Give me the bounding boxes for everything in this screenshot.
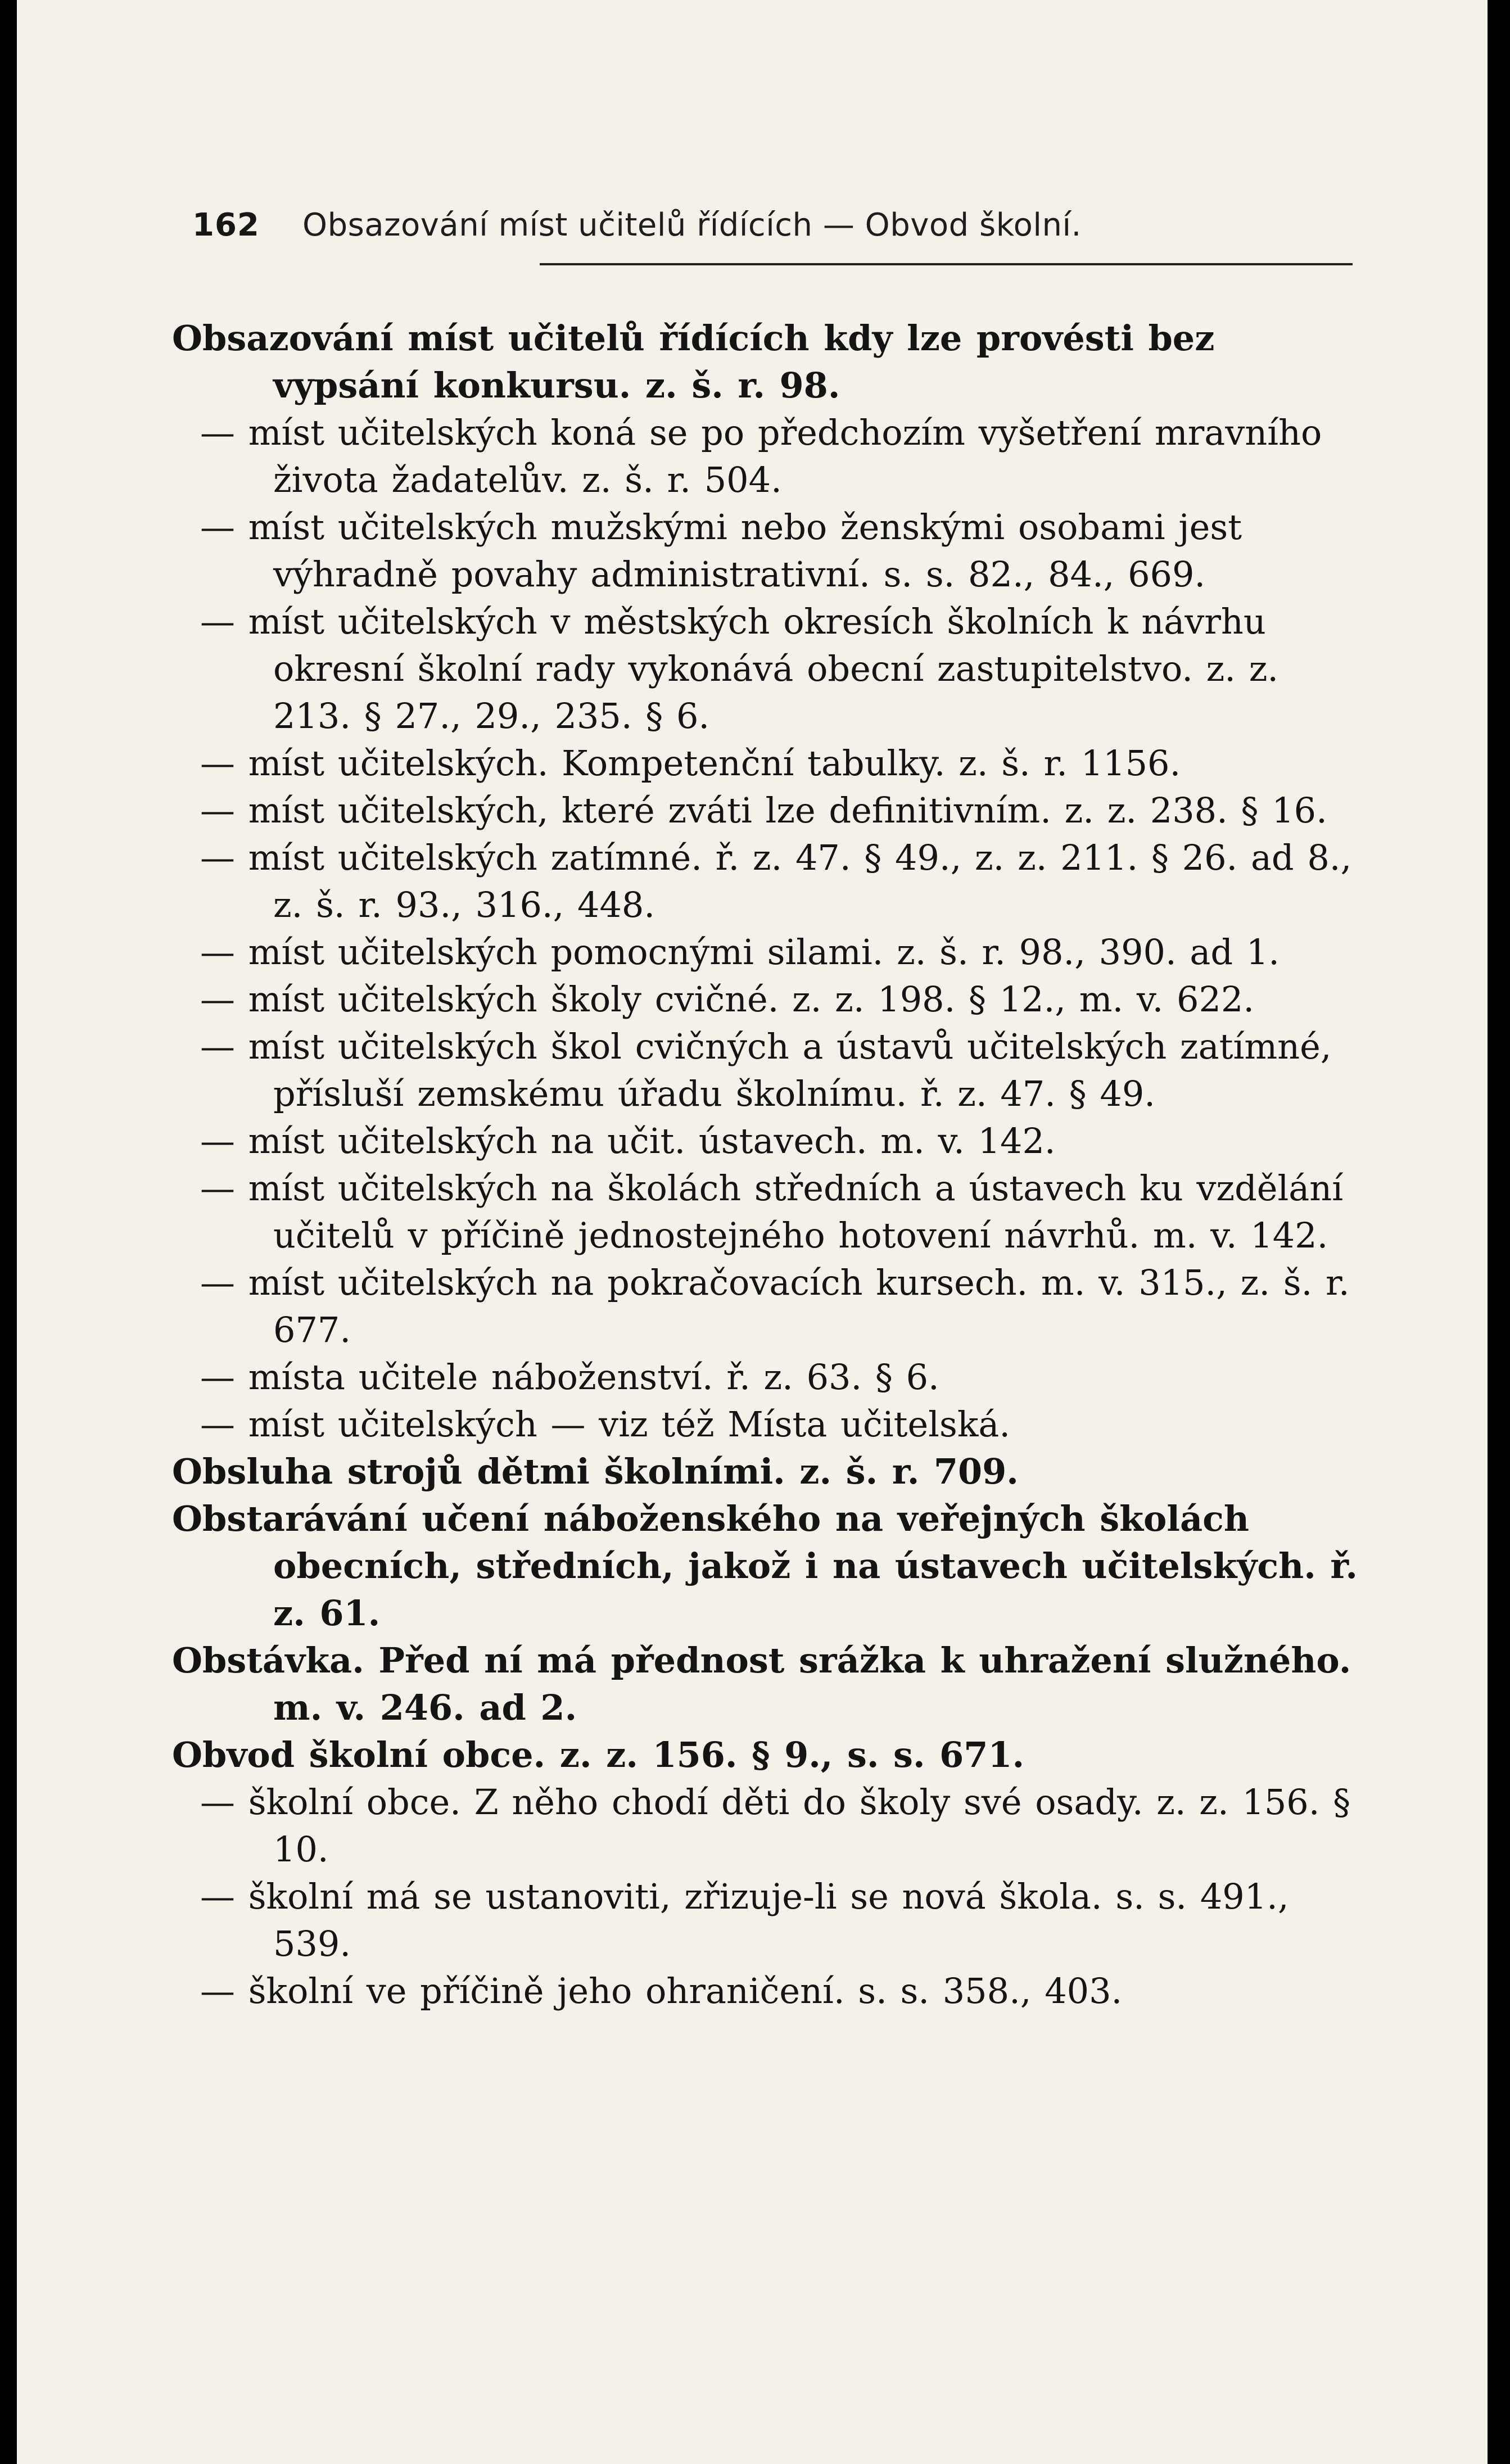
index-entry: Obstarávání učení náboženského na veřejných školách obecních, středních, jakož i na ústavech učitelských. ř. z. 61. xyxy=(172,1498,1358,1634)
index-subentry: — míst učitelských na pokračovacích kursech. m. v. 315., z. š. r. 677. xyxy=(200,1262,1350,1350)
page-header xyxy=(172,192,1358,248)
index-entry: Obstávka. Před ní má přednost srážka k uhražení služného. m. v. 246. ad 2. xyxy=(172,1640,1351,1728)
index-subentry: — míst učitelských koná se po předchozím vyšetření mravního života žadatelův. z. š. r. 504. xyxy=(200,412,1322,500)
index-entry: Obsluha strojů dětmi školními. z. š. r. 709. xyxy=(172,1451,1019,1492)
index-entry: Obvod školní obce. z. z. 156. § 9., s. s. 671. xyxy=(172,1734,1025,1775)
index-subentry: — míst učitelských na školách středních a ústavech ku vzdělání učitelů v příčině jednostejného hotovení návrhů. m. v. 142. xyxy=(200,1168,1344,1256)
index-subentry: — školní ve příčině jeho ohraničení. s. s. 358., 403. xyxy=(200,1970,1123,2011)
index-subentry: — míst učitelských školy cvičné. z. z. 198. § 12., m. v. 622. xyxy=(200,979,1255,1020)
index-subentry: — míst učitelských. Kompetenční tabulky. z. š. r. 1156. xyxy=(200,743,1181,784)
index-entry: Obsazování míst učitelů řídících kdy lze provésti bez vypsání konkursu. z. š. r. 98. xyxy=(172,318,1215,406)
index-subentry: — míst učitelských, které zváti lze definitivním. z. z. 238. § 16. xyxy=(200,790,1327,831)
index-entries xyxy=(172,315,1358,2015)
index-subentry: — míst učitelských mužskými nebo ženskými osobami jest výhradně povahy administrativní. s. s. 82., 84., 669. xyxy=(200,507,1242,595)
running-head: Obsazování míst učitelů řídících — Obvod školní. xyxy=(302,207,1082,243)
index-subentry: — míst učitelských na učit. ústavech. m. v. 142. xyxy=(200,1120,1056,1161)
index-subentry: — místa učitele náboženství. ř. z. 63. § 6. xyxy=(200,1357,939,1398)
index-subentry: — míst učitelských v městských okresích školních k návrhu okresní školní rady vykonává obecní zastupitelstvo. z. z. 213. § 27., 29., 235. § 6. xyxy=(200,601,1279,736)
header-rule xyxy=(540,263,1353,265)
index-subentry: — školní obce. Z něho chodí děti do školy své osady. z. z. 156. § 10. xyxy=(200,1782,1351,1870)
index-subentry: — míst učitelských pomocnými silami. z. š. r. 98., 390. ad 1. xyxy=(200,932,1280,973)
index-subentry: — školní má se ustanoviti, zřizuje-li se nová škola. s. s. 491., 539. xyxy=(200,1876,1289,1964)
index-subentry: — míst učitelských — viz též Místa učitelská. xyxy=(200,1404,1011,1445)
book-page xyxy=(17,0,1488,2464)
index-subentry: — míst učitelských škol cvičných a ústavů učitelských zatímné, přísluší zemskému úřadu školnímu. ř. z. 47. § 49. xyxy=(200,1026,1332,1114)
index-subentry: — míst učitelských zatímné. ř. z. 47. § 49., z. z. 211. § 26. ad 8., z. š. r. 93., 316., 448. xyxy=(200,837,1352,925)
page-number: 162 xyxy=(192,207,260,243)
